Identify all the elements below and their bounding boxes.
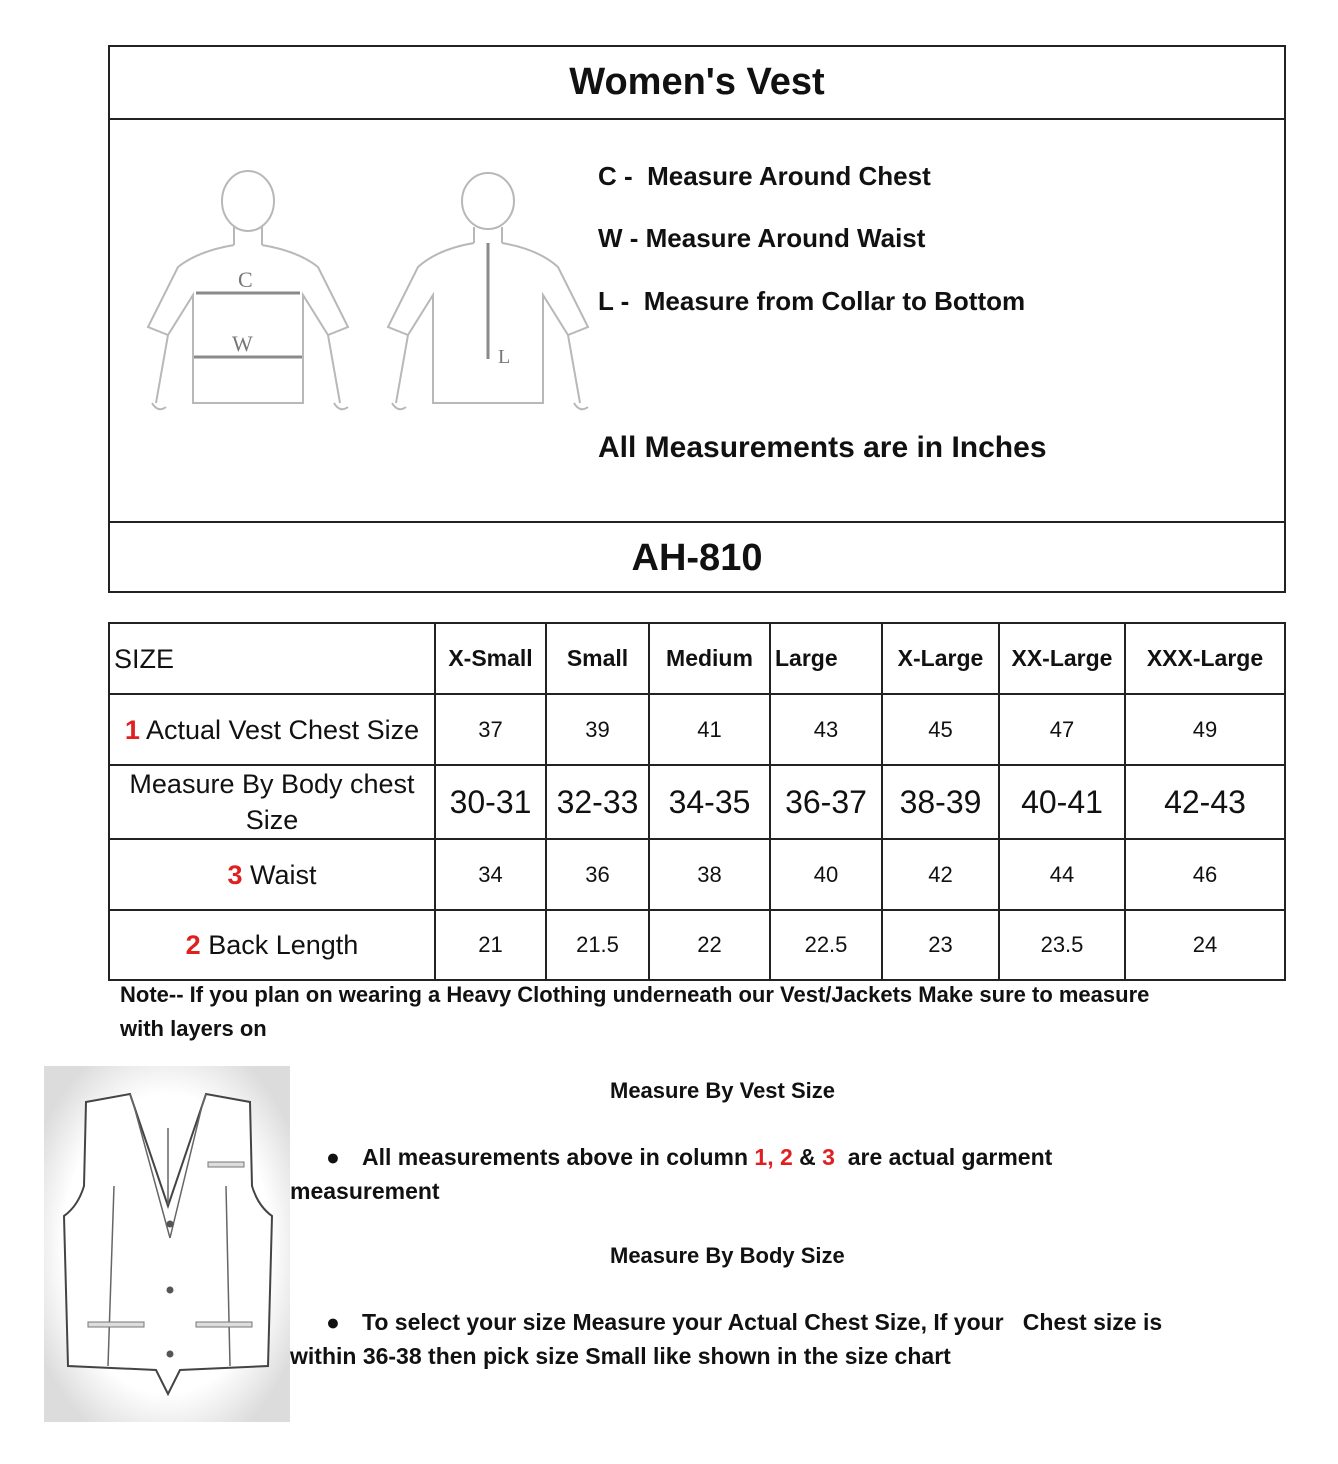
table-cell: 39	[546, 694, 649, 765]
table-cell: 38	[649, 839, 770, 910]
table-cell: 23	[882, 910, 999, 980]
chest-marker: C	[238, 267, 253, 292]
body-bullet-text: To select your size Measure your Actual Chest Size, If your Chest size is within 36-38 then pick size Small like shown in the size chart	[290, 1309, 1169, 1369]
table-row	[109, 910, 1285, 980]
table-cell: 22	[649, 910, 770, 980]
table-cell: 37	[435, 694, 546, 765]
size-xxlarge: XX-Large	[999, 623, 1125, 694]
table-row	[109, 694, 1285, 765]
table-cell: 49	[1125, 694, 1285, 765]
vest-button	[167, 1287, 174, 1294]
table-cell: 38-39	[882, 765, 999, 839]
body-size-bullet	[290, 1305, 1210, 1373]
layering-note: Note-- If you plan on wearing a Heavy Clothing underneath our Vest/Jackets Make sure to measure with layers on	[120, 982, 1150, 1041]
size-xsmall: X-Small	[435, 623, 546, 694]
units-note: All Measurements are in Inches	[598, 431, 1047, 464]
vest-button	[167, 1351, 174, 1358]
column-numbers-a: 1, 2	[754, 1144, 793, 1170]
table-cell: 23.5	[999, 910, 1125, 980]
table-cell: 42-43	[1125, 765, 1285, 839]
column-number-b: 3	[822, 1144, 835, 1170]
row-label-text: Back Length	[208, 930, 359, 960]
table-cell: 46	[1125, 839, 1285, 910]
table-cell: 24	[1125, 910, 1285, 980]
vest-button	[167, 1221, 174, 1228]
row-label	[109, 910, 435, 980]
size-xlarge: X-Large	[882, 623, 999, 694]
size-small: Small	[546, 623, 649, 694]
vest-size-heading: Measure By Vest Size	[610, 1078, 836, 1103]
table-row	[109, 839, 1285, 910]
size-large: Large	[770, 623, 882, 694]
vest-size-bullet	[290, 1140, 1190, 1208]
column-number: 1	[124, 714, 140, 745]
waist-marker: W	[232, 331, 253, 356]
table-cell: 41	[649, 694, 770, 765]
table-cell: 43	[770, 694, 882, 765]
row-label-text: Measure By Body chest Size	[129, 769, 415, 835]
legend-chest: C - Measure Around Chest	[598, 161, 931, 191]
chart-title: Women's Vest	[110, 47, 1284, 120]
row-label	[109, 839, 435, 910]
row-label	[109, 694, 435, 765]
table-row	[109, 765, 1285, 839]
back-body-figure	[378, 169, 598, 419]
size-xxxlarge: XXX-Large	[1125, 623, 1285, 694]
table-cell: 36-37	[770, 765, 882, 839]
body-size-heading: Measure By Body Size	[610, 1243, 845, 1268]
table-cell: 40-41	[999, 765, 1125, 839]
row-label	[109, 765, 435, 839]
vest-bullet-amp: &	[792, 1144, 823, 1170]
table-cell: 40	[770, 839, 882, 910]
size-medium: Medium	[649, 623, 770, 694]
table-cell: 34	[435, 839, 546, 910]
model-number: AH-810	[110, 521, 1284, 593]
legend-length: L - Measure from Collar to Bottom	[598, 286, 1026, 316]
table-cell: 42	[882, 839, 999, 910]
measurement-guide-box	[108, 45, 1286, 593]
row-label-text: Actual Vest Chest Size	[145, 714, 420, 745]
table-cell: 22.5	[770, 910, 882, 980]
size-header-label: SIZE	[109, 623, 435, 694]
table-cell: 45	[882, 694, 999, 765]
legend-waist: W - Measure Around Waist	[598, 223, 926, 253]
bullet-icon: ●	[326, 1144, 340, 1170]
column-number: 3	[227, 859, 243, 890]
table-cell: 36	[546, 839, 649, 910]
vest-bullet-text-a: All measurements above in column	[362, 1144, 755, 1170]
table-header-row	[109, 623, 1285, 694]
table-cell: 30-31	[435, 765, 546, 839]
vest-bullet-text-b: are actual garment measurement	[290, 1144, 1059, 1204]
bullet-icon: ●	[326, 1309, 340, 1335]
vest-illustration	[44, 1066, 290, 1422]
table-cell: 34-35	[649, 765, 770, 839]
table-cell: 21.5	[546, 910, 649, 980]
column-number: 2	[185, 930, 201, 960]
size-table	[108, 622, 1286, 981]
front-body-figure	[138, 167, 358, 417]
table-cell: 44	[999, 839, 1125, 910]
table-cell: 32-33	[546, 765, 649, 839]
length-marker: L	[498, 346, 511, 368]
table-cell: 47	[999, 694, 1125, 765]
table-cell: 21	[435, 910, 546, 980]
row-label-text: Waist	[250, 859, 317, 890]
